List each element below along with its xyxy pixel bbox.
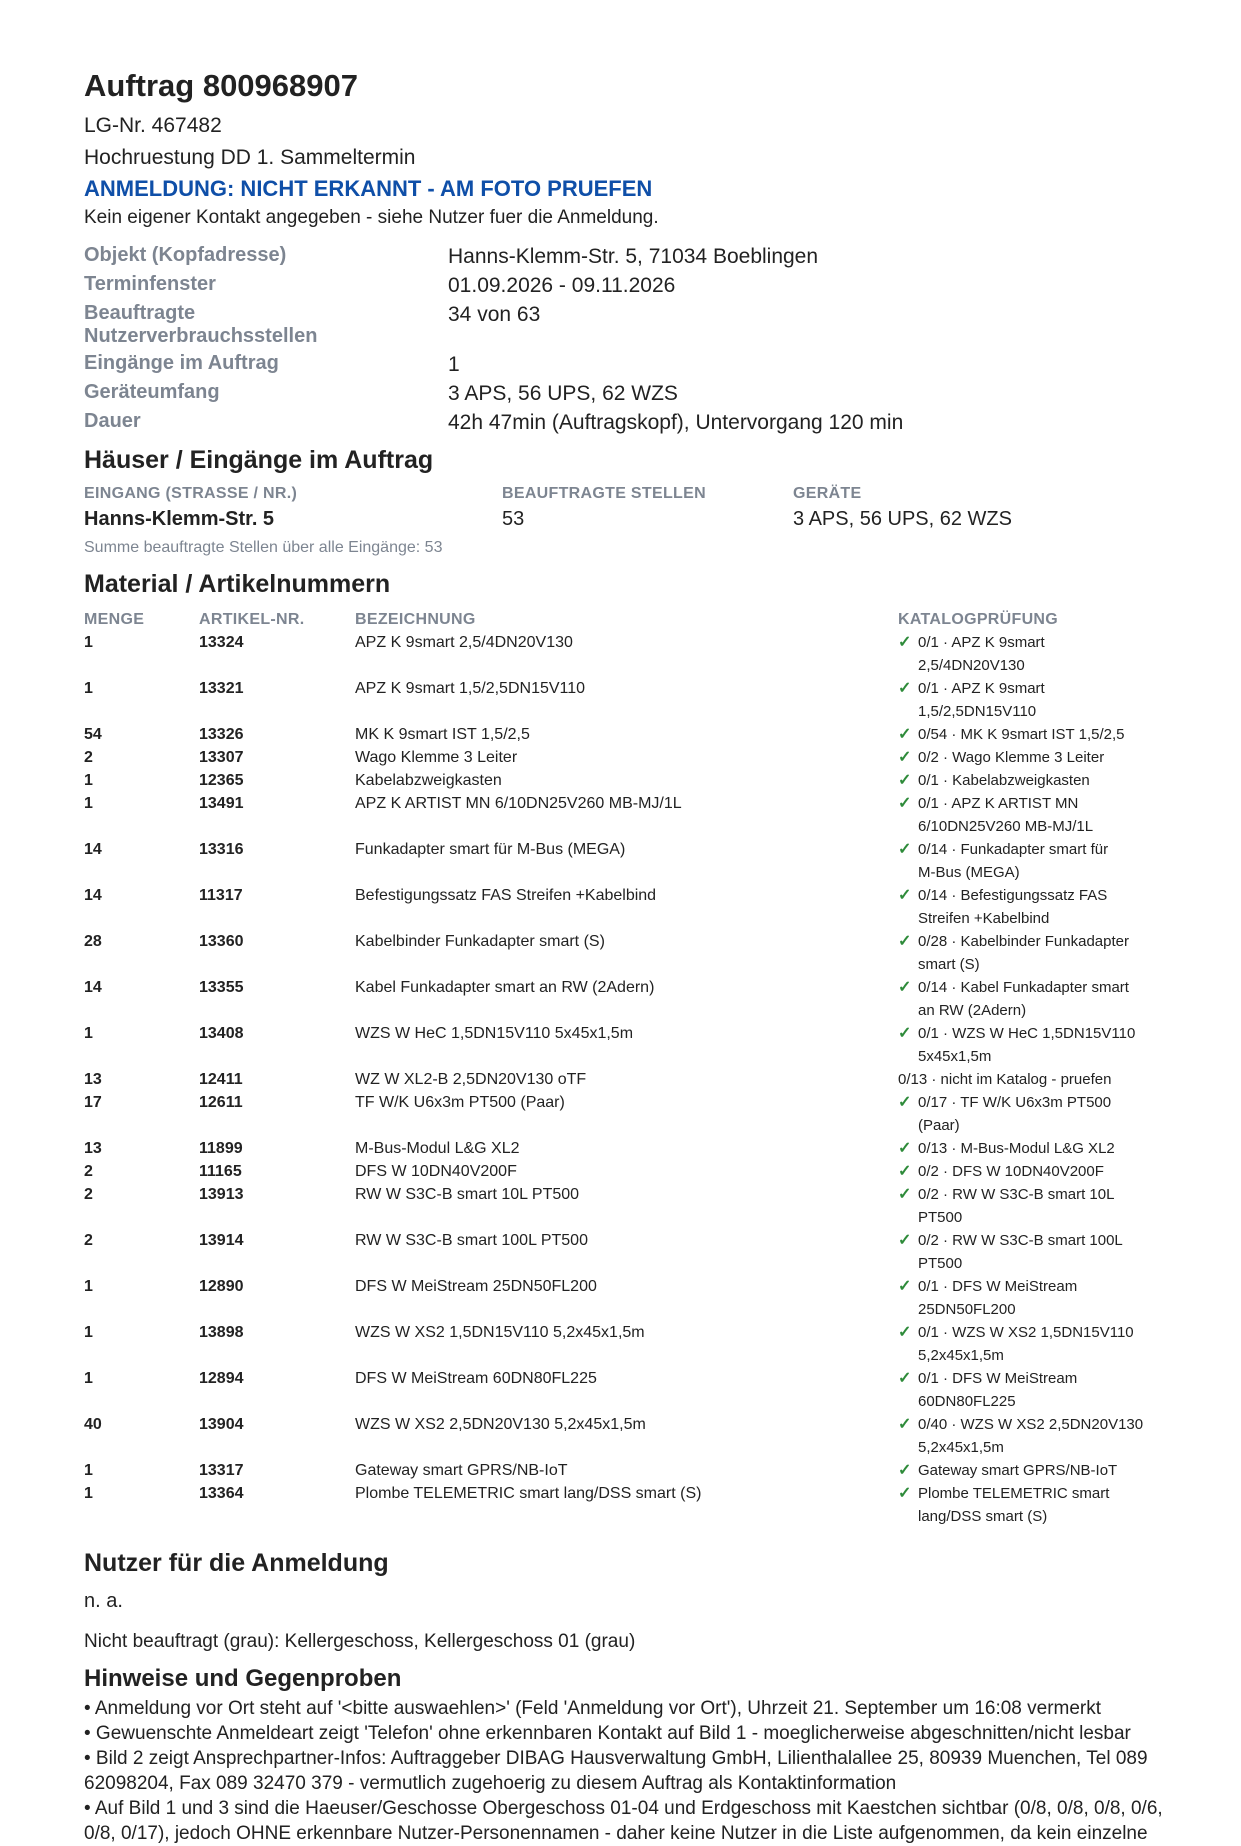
catalog-check-cell [898, 930, 1164, 976]
checkmark-icon: ✓ [898, 887, 912, 904]
catalog-check-text: 0/14 · Befestigungssatz FAS [918, 887, 1108, 904]
menge-cell: 14 [84, 887, 102, 904]
table-row [84, 1367, 1164, 1413]
artikel-cell: 11899 [199, 1140, 243, 1157]
bezeichnung-cell: DFS W MeiStream 60DN80FL225 [355, 1370, 597, 1387]
catalog-check-cell [898, 1413, 1164, 1459]
table-row [84, 1022, 1164, 1068]
meta-value: 42h 47min (Auftragskopf), Untervorgang 120 min [448, 411, 904, 434]
order-meta [84, 242, 1164, 437]
artikel-cell: 13355 [199, 979, 244, 996]
table-row [84, 746, 1164, 769]
bezeichnung-cell: Gateway smart GPRS/NB-IoT [355, 1462, 568, 1479]
table-row [84, 838, 1164, 884]
catalog-check-text: 0/1 · WZS W XS2 1,5DN15V110 [918, 1324, 1134, 1341]
meta-row [84, 350, 1164, 379]
artikel-cell: 11165 [199, 1163, 242, 1180]
artikel-cell: 13408 [199, 1025, 244, 1042]
table-row [84, 1482, 1164, 1528]
catalog-check-cell [898, 1229, 1164, 1275]
column-header: KATALOGPRÜFUNG [898, 611, 1059, 628]
checkmark-icon: ✓ [898, 979, 912, 996]
catalog-check-text: 0/28 · Kabelbinder Funkadapter [918, 933, 1129, 950]
menge-cell: 13 [84, 1071, 102, 1088]
users-heading: Nutzer für die Anmeldung [84, 1549, 389, 1577]
artikel-cell: 13491 [199, 795, 244, 812]
meta-value: 01.09.2026 - 09.11.2026 [448, 274, 676, 297]
catalog-check-text: 0/2 · DFS W 10DN40V200F [918, 1163, 1104, 1180]
catalog-check-text: Plombe TELEMETRIC smart [918, 1485, 1110, 1502]
bezeichnung-cell: Funkadapter smart für M-Bus (MEGA) [355, 841, 626, 858]
table-row [84, 1137, 1164, 1160]
menge-cell: 14 [84, 979, 102, 996]
table-row [84, 1459, 1164, 1482]
bezeichnung-cell: Befestigungssatz FAS Streifen +Kabelbind [355, 887, 657, 904]
table-row [84, 976, 1164, 1022]
table-row [84, 1229, 1164, 1275]
artikel-cell: 13898 [199, 1324, 244, 1341]
checkmark-icon: ✓ [898, 1278, 912, 1295]
catalog-check-text: 0/1 · WZS W HeC 1,5DN15V110 [918, 1025, 1136, 1042]
menge-cell: 1 [84, 680, 93, 697]
catalog-check-cell [898, 631, 1164, 677]
checkmark-icon: ✓ [898, 933, 912, 950]
bezeichnung-cell: APZ K ARTIST MN 6/10DN25V260 MB-MJ/1L [355, 795, 682, 812]
table-row [84, 505, 1164, 533]
catalog-check-text: 60DN80FL225 [918, 1393, 1016, 1410]
catalog-check-text: 5x45x1,5m [918, 1048, 992, 1065]
entrance-cell: Hanns-Klemm-Str. 5 [84, 508, 275, 530]
bezeichnung-cell: RW W S3C-B smart 100L PT500 [355, 1232, 588, 1249]
meta-label: Objekt (Kopfadresse) [84, 244, 287, 266]
catalog-check-text: smart (S) [918, 956, 980, 973]
table-row [84, 884, 1164, 930]
catalog-check-cell [898, 723, 1164, 746]
order-subject: Hochruestung DD 1. Sammeltermin [84, 146, 416, 169]
artikel-cell: 13316 [199, 841, 244, 858]
column-header: BEAUFTRAGTE STELLEN [502, 485, 706, 502]
table-row [84, 1321, 1164, 1367]
artikel-cell: 12890 [199, 1278, 244, 1295]
meta-label: Dauer [84, 410, 141, 432]
catalog-check-text: 0/40 · WZS W XS2 2,5DN20V130 [918, 1416, 1144, 1433]
menge-cell: 2 [84, 1163, 93, 1180]
catalog-check-cell [898, 1459, 1164, 1482]
catalog-check-text: an RW (2Adern) [918, 1002, 1027, 1019]
meta-value: Hanns-Klemm-Str. 5, 71034 Boeblingen [448, 245, 819, 268]
catalog-check-text: Gateway smart GPRS/NB-IoT [918, 1462, 1118, 1479]
artikel-cell: 12411 [199, 1071, 243, 1088]
meta-value: 1 [448, 353, 460, 376]
catalog-check-cell [898, 769, 1164, 792]
table-row [84, 723, 1164, 746]
catalog-check-text: 2,5/4DN20V130 [918, 657, 1025, 674]
bezeichnung-cell: APZ K 9smart 2,5/4DN20V130 [355, 634, 573, 651]
catalog-check-text: 0/1 · APZ K 9smart [918, 680, 1045, 697]
bezeichnung-cell: WZS W HeC 1,5DN15V110 5x45x1,5m [355, 1025, 634, 1042]
page-title: Auftrag 800968907 [84, 68, 358, 103]
menge-cell: 1 [84, 1462, 93, 1479]
menge-cell: 1 [84, 1370, 93, 1387]
table-row [84, 1068, 1164, 1091]
artikel-cell: 13914 [199, 1232, 244, 1249]
catalog-check-text: PT500 [918, 1255, 963, 1272]
meta-row [84, 242, 1164, 271]
meta-label: Beauftragte Nutzerverbrauchsstellen [84, 302, 318, 347]
catalog-check-text: 0/1 · DFS W MeiStream [918, 1370, 1078, 1387]
contact-note: Kein eigener Kontakt angegeben - siehe Nutzer fuer die Anmeldung. [84, 207, 659, 228]
catalog-check-cell [898, 1137, 1164, 1160]
menge-cell: 17 [84, 1094, 102, 1111]
bezeichnung-cell: DFS W 10DN40V200F [355, 1163, 517, 1180]
checkmark-icon: ✓ [898, 1094, 912, 1111]
catalog-check-cell [898, 1068, 1164, 1091]
catalog-check-text: 0/2 · RW W S3C-B smart 10L [918, 1186, 1115, 1203]
table-row [84, 1091, 1164, 1137]
menge-cell: 13 [84, 1140, 102, 1157]
artikel-cell: 12365 [199, 772, 244, 789]
catalog-check-text: 6/10DN25V260 MB-MJ/1L [918, 818, 1094, 835]
meta-value: 34 von 63 [448, 303, 541, 326]
checkmark-icon: ✓ [898, 1416, 912, 1433]
houses-table-header [84, 483, 1164, 505]
table-row [84, 1275, 1164, 1321]
bezeichnung-cell: RW W S3C-B smart 10L PT500 [355, 1186, 580, 1203]
column-header: ARTIKEL-NR. [199, 611, 305, 628]
menge-cell: 1 [84, 1324, 93, 1341]
meta-row [84, 271, 1164, 300]
artikel-cell: 13364 [199, 1485, 244, 1502]
table-row [84, 631, 1164, 677]
menge-cell: 14 [84, 841, 102, 858]
catalog-check-cell [898, 1160, 1164, 1183]
geraete-cell: 3 APS, 56 UPS, 62 WZS [793, 508, 1012, 530]
table-row [84, 930, 1164, 976]
artikel-cell: 13317 [199, 1462, 244, 1479]
table-row [84, 677, 1164, 723]
checkmark-icon: ✓ [898, 680, 912, 697]
houses-heading: Häuser / Eingänge im Auftrag [84, 446, 434, 474]
catalog-check-cell [898, 792, 1164, 838]
checkmark-icon: ✓ [898, 841, 912, 858]
artikel-cell: 12611 [199, 1094, 243, 1111]
bezeichnung-cell: TF W/K U6x3m PT500 (Paar) [355, 1094, 565, 1111]
table-row [84, 1413, 1164, 1459]
stellen-cell: 53 [502, 508, 525, 530]
catalog-check-cell [898, 1022, 1164, 1068]
menge-cell: 1 [84, 1025, 93, 1042]
bezeichnung-cell: WZS W XS2 1,5DN15V110 5,2x45x1,5m [355, 1324, 645, 1341]
column-header: BEZEICHNUNG [355, 611, 476, 628]
menge-cell: 28 [84, 933, 102, 950]
checkmark-icon: ✓ [898, 1232, 912, 1249]
catalog-check-text: PT500 [918, 1209, 963, 1226]
bezeichnung-cell: Plombe TELEMETRIC smart lang/DSS smart (S) [355, 1485, 702, 1502]
menge-cell: 2 [84, 1232, 93, 1249]
checkmark-icon: ✓ [898, 634, 912, 651]
hint-item: • Anmeldung vor Ort steht auf '<bitte auswaehlen>' (Feld 'Anmeldung vor Ort'), Uhrzeit 21. September um 16:08 vermerkt [84, 1698, 1102, 1719]
catalog-check-text: M-Bus (MEGA) [918, 864, 1020, 881]
catalog-check-text: 0/1 · APZ K 9smart [918, 634, 1045, 651]
catalog-check-text: 1,5/2,5DN15V110 [918, 703, 1037, 720]
checkmark-icon: ✓ [898, 1370, 912, 1387]
bezeichnung-cell: WZ W XL2-B 2,5DN20V130 oTF [355, 1071, 587, 1088]
not-commissioned-note: Nicht beauftragt (grau): Kellergeschoss, Kellergeschoss 01 (grau) [84, 1631, 636, 1652]
catalog-check-text: 5,2x45x1,5m [918, 1439, 1004, 1456]
menge-cell: 40 [84, 1416, 102, 1433]
checkmark-icon: ✓ [898, 726, 912, 743]
artikel-cell: 13324 [199, 634, 244, 651]
lg-number: LG-Nr. 467482 [84, 114, 222, 137]
bezeichnung-cell: Kabelbinder Funkadapter smart (S) [355, 933, 605, 950]
catalog-check-cell [898, 1091, 1164, 1137]
users-value: n. a. [84, 1590, 123, 1612]
menge-cell: 54 [84, 726, 102, 743]
menge-cell: 2 [84, 749, 93, 766]
artikel-cell: 13913 [199, 1186, 244, 1203]
material-heading: Material / Artikelnummern [84, 570, 391, 598]
bezeichnung-cell: APZ K 9smart 1,5/2,5DN15V110 [355, 680, 586, 697]
table-row [84, 792, 1164, 838]
meta-value: 3 APS, 56 UPS, 62 WZS [448, 382, 678, 405]
catalog-check-cell [898, 976, 1164, 1022]
checkmark-icon: ✓ [898, 749, 912, 766]
bezeichnung-cell: M-Bus-Modul L&G XL2 [355, 1140, 520, 1157]
catalog-check-cell [898, 1482, 1164, 1528]
catalog-check-text: 25DN50FL200 [918, 1301, 1016, 1318]
checkmark-icon: ✓ [898, 1462, 912, 1479]
checkmark-icon: ✓ [898, 1163, 912, 1180]
artikel-cell: 13321 [199, 680, 244, 697]
catalog-check-text: 0/13 · M-Bus-Modul L&G XL2 [918, 1140, 1115, 1157]
order-document [84, 66, 1164, 1846]
catalog-check-cell [898, 1321, 1164, 1367]
catalog-check-cell [898, 1183, 1164, 1229]
bezeichnung-cell: MK K 9smart IST 1,5/2,5 [355, 726, 530, 743]
table-row [84, 1160, 1164, 1183]
catalog-check-text: 5,2x45x1,5m [918, 1347, 1004, 1364]
checkmark-icon: ✓ [898, 1186, 912, 1203]
catalog-check-text: Streifen +Kabelbind [918, 910, 1050, 927]
catalog-check-cell [898, 838, 1164, 884]
checkmark-icon: ✓ [898, 1025, 912, 1042]
catalog-check-text: 0/13 · nicht im Katalog - pruefen [898, 1071, 1112, 1088]
checkmark-icon: ✓ [898, 1485, 912, 1502]
houses-sum: Summe beauftragte Stellen über alle Eingänge: 53 [84, 539, 443, 556]
registration-alert: ANMELDUNG: NICHT ERKANNT - AM FOTO PRUEFEN [84, 176, 653, 201]
artikel-cell: 13326 [199, 726, 244, 743]
catalog-check-text: 0/1 · DFS W MeiStream [918, 1278, 1078, 1295]
meta-label: Eingänge im Auftrag [84, 352, 279, 374]
artikel-cell: 12894 [199, 1370, 244, 1387]
catalog-check-cell [898, 884, 1164, 930]
hints-list [84, 1696, 1164, 1846]
meta-row [84, 408, 1164, 437]
checkmark-icon: ✓ [898, 772, 912, 789]
column-header: MENGE [84, 611, 145, 628]
catalog-check-text: 0/1 · APZ K ARTIST MN [918, 795, 1079, 812]
menge-cell: 1 [84, 1278, 93, 1295]
catalog-check-text: (Paar) [918, 1117, 960, 1134]
catalog-check-text: 0/17 · TF W/K U6x3m PT500 [918, 1094, 1112, 1111]
artikel-cell: 13307 [199, 749, 244, 766]
meta-label: Terminfenster [84, 273, 216, 295]
material-table-header [84, 609, 1164, 631]
menge-cell: 1 [84, 772, 93, 789]
hints-heading: Hinweise und Gegenproben [84, 1665, 402, 1692]
catalog-check-cell [898, 1275, 1164, 1321]
bezeichnung-cell: Kabel Funkadapter smart an RW (2Adern) [355, 979, 655, 996]
menge-cell: 1 [84, 634, 93, 651]
catalog-check-text: 0/2 · Wago Klemme 3 Leiter [918, 749, 1105, 766]
catalog-check-text: 0/1 · Kabelabzweigkasten [918, 772, 1090, 789]
meta-label: Geräteumfang [84, 381, 220, 403]
checkmark-icon: ✓ [898, 1324, 912, 1341]
menge-cell: 2 [84, 1186, 93, 1203]
meta-row [84, 379, 1164, 408]
column-header: EINGANG (STRASSE / NR.) [84, 485, 298, 502]
column-header: GERÄTE [793, 485, 862, 502]
artikel-cell: 13904 [199, 1416, 244, 1433]
bezeichnung-cell: DFS W MeiStream 25DN50FL200 [355, 1278, 597, 1295]
catalog-check-text: 0/14 · Funkadapter smart für [918, 841, 1109, 858]
catalog-check-text: 0/14 · Kabel Funkadapter smart [918, 979, 1129, 996]
artikel-cell: 13360 [199, 933, 244, 950]
catalog-check-text: 0/54 · MK K 9smart IST 1,5/2,5 [918, 726, 1125, 743]
hint-item: • Auf Bild 1 und 3 sind die Haeuser/Geschosse Obergeschoss 01-04 und Erdgeschoss mit Kaestchen sichtbar (0/8, 0/8, 0/8, 0/6, 0/8, 0/17), jedoch OHNE erkennbare Nutzer-Personennamen - daher keine Nutzer in die Liste aufgenommen, da kein einzelne [84, 1798, 1163, 1844]
hint-item: • Bild 2 zeigt Ansprechpartner-Infos: Auftraggeber DIBAG Hausverwaltung GmbH, Lilienthalallee 25, 80939 Muenchen, Tel 089 62098204, Fax 089 32470 379 - vermutlich zugehoerig zu diesem Auftrag als Kontaktinformation [84, 1748, 1148, 1794]
hint-item: • Gewuenschte Anmeldeart zeigt 'Telefon' ohne erkennbaren Kontakt auf Bild 1 - moeglicherweise abgeschnitten/nicht lesbar [84, 1723, 1131, 1744]
menge-cell: 1 [84, 1485, 93, 1502]
catalog-check-text: lang/DSS smart (S) [918, 1508, 1048, 1525]
artikel-cell: 11317 [199, 887, 243, 904]
catalog-check-text: 0/2 · RW W S3C-B smart 100L [918, 1232, 1123, 1249]
catalog-check-cell [898, 1367, 1164, 1413]
meta-row [84, 300, 1164, 350]
table-row [84, 769, 1164, 792]
table-row [84, 1183, 1164, 1229]
catalog-check-cell [898, 746, 1164, 769]
bezeichnung-cell: Wago Klemme 3 Leiter [355, 749, 518, 766]
bezeichnung-cell: Kabelabzweigkasten [355, 772, 502, 789]
catalog-check-cell [898, 677, 1164, 723]
checkmark-icon: ✓ [898, 795, 912, 812]
checkmark-icon: ✓ [898, 1140, 912, 1157]
material-table-body [84, 631, 1164, 1528]
bezeichnung-cell: WZS W XS2 2,5DN20V130 5,2x45x1,5m [355, 1416, 646, 1433]
menge-cell: 1 [84, 795, 93, 812]
